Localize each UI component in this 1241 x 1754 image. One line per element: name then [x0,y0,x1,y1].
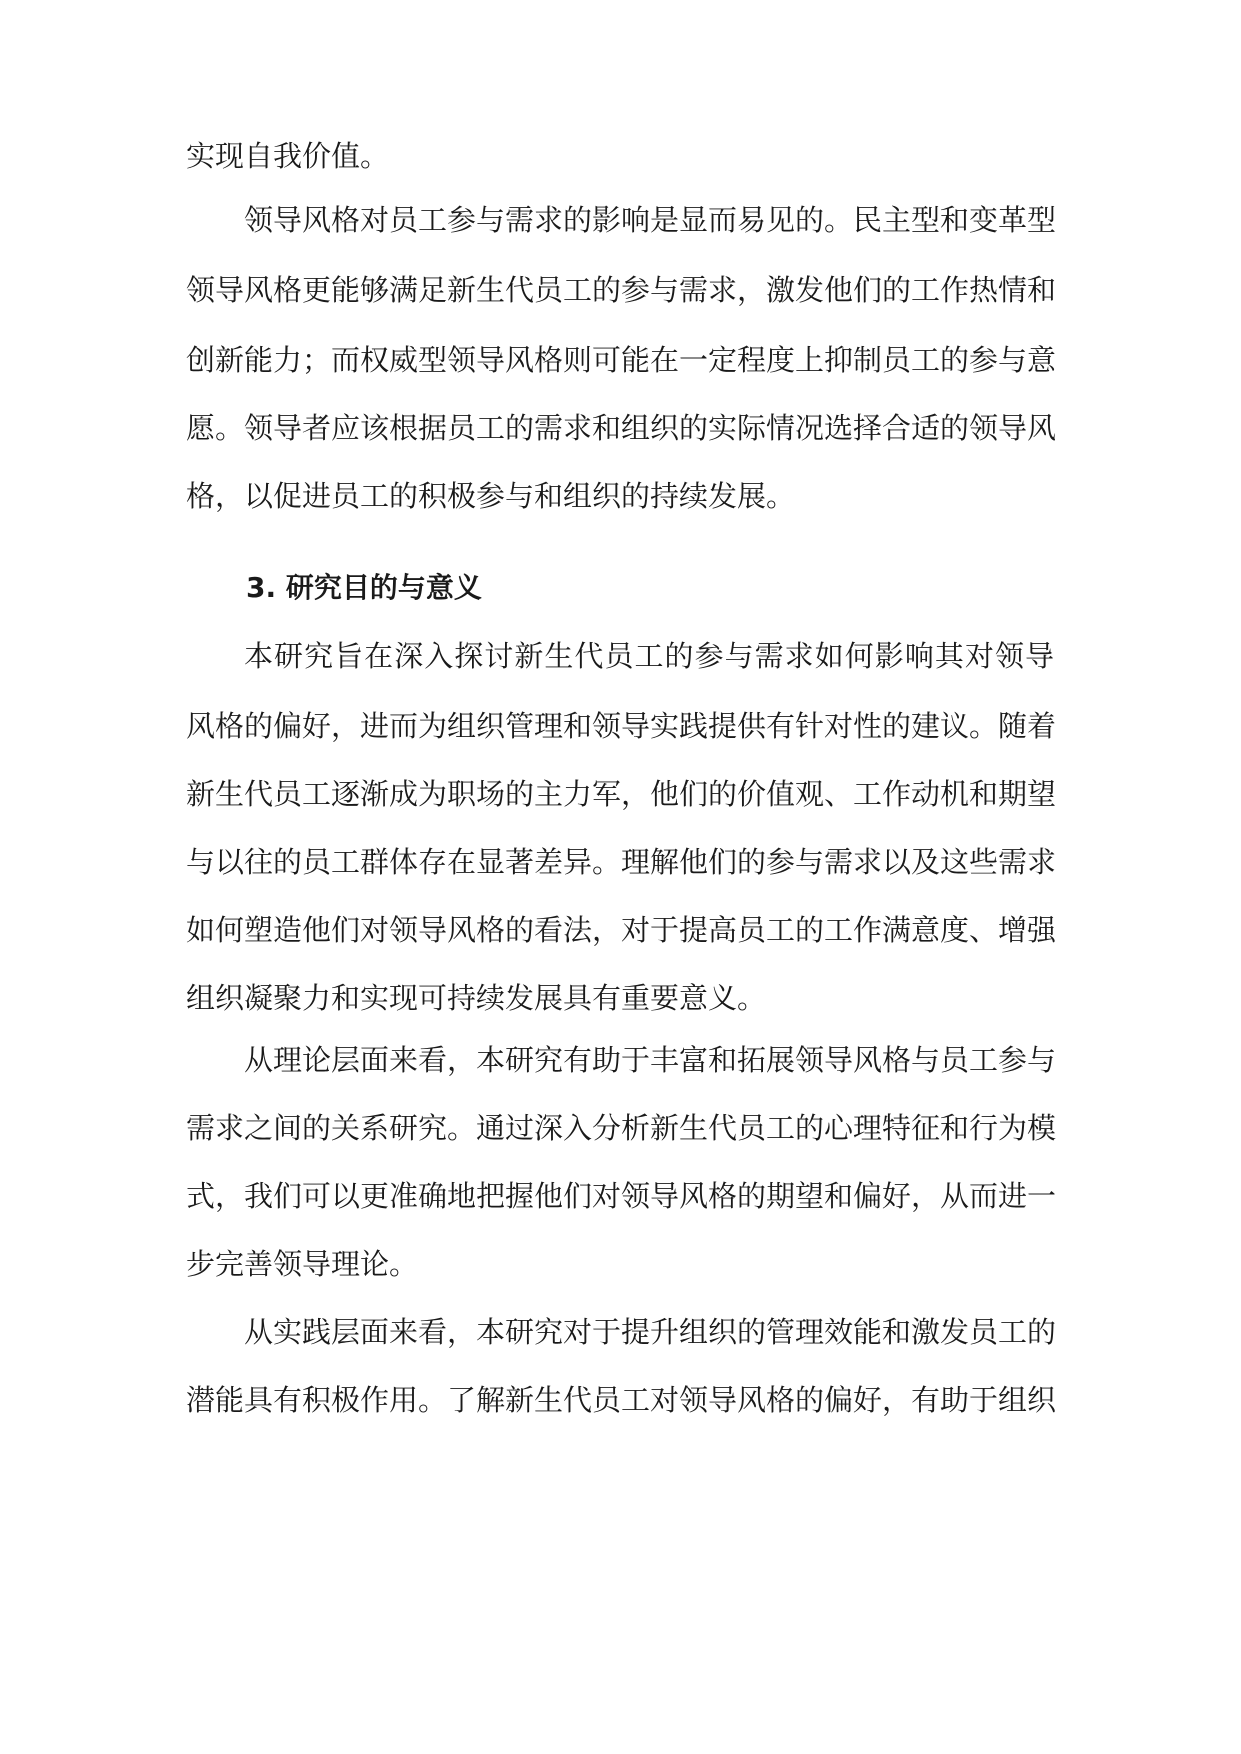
text-line: 风格的偏好，进而为组织管理和领导实践提供有针对性的建议。随着 [186,709,1057,743]
text-line: 与以往的员工群体存在显著差异。理解他们的参与需求以及这些需求 [186,845,1057,879]
text-line: 步完善领导理论。 [186,1247,419,1281]
text-line: 领导风格对员工参与需求的影响是显而易见的。民主型和变革型 [244,203,1057,237]
text-line: 式，我们可以更准确地把握他们对领导风格的期望和偏好，从而进一 [186,1179,1057,1213]
text-line: 实现自我价值。 [186,139,390,173]
text-line: 如何塑造他们对领导风格的看法，对于提高员工的工作满意度、增强 [186,913,1057,947]
text-line: 创新能力；而权威型领导风格则可能在一定程度上抑制员工的参与意 [186,343,1057,377]
text-line: 领导风格更能够满足新生代员工的参与需求，激发他们的工作热情和 [186,273,1057,307]
text-line: 从理论层面来看，本研究有助于丰富和拓展领导风格与员工参与 [244,1043,1057,1077]
text-line: 新生代员工逐渐成为职场的主力军，他们的价值观、工作动机和期望 [186,777,1057,811]
text-line: 愿。领导者应该根据员工的需求和组织的实际情况选择合适的领导风 [186,411,1057,445]
text-line: 格，以促进员工的积极参与和组织的持续发展。 [186,479,796,513]
text-line: 从实践层面来看，本研究对于提升组织的管理效能和激发员工的 [244,1315,1057,1349]
text-line: 组织凝聚力和实现可持续发展具有重要意义。 [186,981,767,1015]
text-line: 潜能具有积极作用。了解新生代员工对领导风格的偏好，有助于组织 [186,1383,1057,1417]
section-heading: 3. 研究目的与意义 [246,571,482,604]
text-line: 本研究旨在深入探讨新生代员工的参与需求如何影响其对领导 [244,639,1054,673]
text-line: 需求之间的关系研究。通过深入分析新生代员工的心理特征和行为模 [186,1111,1057,1145]
